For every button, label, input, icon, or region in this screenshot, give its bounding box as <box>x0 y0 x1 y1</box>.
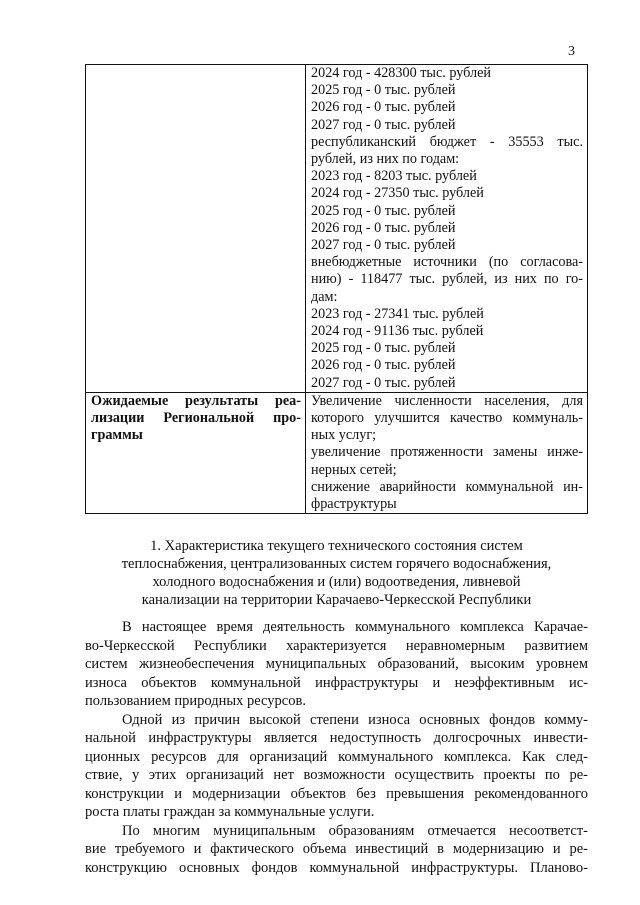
paragraph-line: конструкции и модернизации объектов без превышения рекомендованного <box>85 785 588 802</box>
paragraph-line: износа объектов коммунальной инфраструктуры и неэффективным ис- <box>85 674 588 691</box>
funding-line: дам: <box>311 288 338 305</box>
heading-line: холодного водоснабжения и (или) водоотведения, ливневой <box>152 574 521 590</box>
paragraph <box>85 711 588 822</box>
funding-line: 2027 год - 0 тыс. рублей <box>311 374 456 391</box>
table-row-expected-results <box>86 392 588 513</box>
funding-line: 2027 год - 0 тыс. рублей <box>311 237 456 254</box>
table-cell-funding <box>306 65 588 393</box>
section-heading <box>85 537 588 609</box>
funding-line: рублей, из них по годам: <box>311 151 460 168</box>
funding-line: 2027 год - 0 тыс. рублей <box>311 116 456 133</box>
results-line: Увеличение численности населения, для <box>311 392 583 409</box>
paragraph <box>85 618 588 711</box>
funding-line: 2023 год - 8203 тыс. рублей <box>311 168 477 185</box>
body-text <box>85 618 588 877</box>
paragraph-line: пользованием природных ресурсов. <box>85 693 306 709</box>
heading-line: 1. Характеристика текущего технического состояния систем <box>150 538 523 554</box>
results-line: нерных сетей; <box>311 461 397 478</box>
results-line: снижение аварийности коммунальной ин- <box>311 478 583 495</box>
paragraph-line: вие требуемого и фактического объема инвестиций в модернизацию и ре- <box>85 841 588 857</box>
table-cell-results <box>306 392 588 513</box>
table-cell-results-label <box>86 392 306 513</box>
results-line: ных услуг; <box>311 427 377 444</box>
paragraph-line: ционных ресурсов для организаций коммунального комплекса. Как след- <box>85 748 588 765</box>
funding-line: внебюджетные источники (по согласова- <box>311 254 583 271</box>
heading-line: теплоснабжения, централизованных систем горячего водоснабжения, <box>121 556 552 572</box>
paragraph-line: систем жизнеобеспечения муниципальных образований, высоким уровнем <box>85 656 588 672</box>
paragraph-line: ствие, у этих организаций нет возможности осуществить проекты по ре- <box>85 767 588 783</box>
program-passport-table <box>85 64 588 514</box>
paragraph <box>85 822 588 878</box>
funding-line: 2026 год - 0 тыс. рублей <box>311 357 456 374</box>
results-line: увеличение протяженности замены инже- <box>311 444 583 461</box>
funding-line: 2026 год - 0 тыс. рублей <box>311 99 456 116</box>
funding-line: 2024 год - 91136 тыс. рублей <box>311 323 484 340</box>
funding-line: 2023 год - 27341 тыс. рублей <box>311 305 484 322</box>
funding-line: 2024 год - 27350 тыс. рублей <box>311 185 484 202</box>
heading-line: канализации на территории Карачаево-Черкесской Республики <box>141 592 532 608</box>
funding-line: 2025 год - 0 тыс. рублей <box>311 340 456 357</box>
funding-line: 2025 год - 0 тыс. рублей <box>311 202 456 219</box>
paragraph-line: конструкцию основных фондов коммунальной инфраструктуры. Планово- <box>85 859 588 876</box>
results-label-line: Ожидаемые результаты реа- <box>91 392 301 409</box>
table-row-funding <box>86 65 588 393</box>
paragraph-line: роста платы граждан за коммунальные услуги. <box>85 804 375 820</box>
funding-line: 2024 год - 428300 тыс. рублей <box>311 65 491 81</box>
paragraph-line: нальной инфраструктуры является недоступность долгосрочных инвести- <box>85 730 588 746</box>
results-line: которого улучшится качество коммуналь- <box>311 410 583 427</box>
paragraph-line: В настоящее время деятельность коммунального комплекса Карачае- <box>122 619 588 635</box>
funding-line: 2025 год - 0 тыс. рублей <box>311 82 456 99</box>
paragraph-line: во-Черкесской Республики характеризуется неравномерным развитием <box>85 637 588 654</box>
paragraph-line: Одной из причин высокой степени износа основных фондов комму- <box>122 711 588 728</box>
funding-line: республиканский бюджет - 35553 тыс. <box>311 133 583 150</box>
paragraph-line: По многим муниципальным образованиям отмечается несоответст- <box>122 822 588 839</box>
results-line: фраструктуры <box>311 496 397 513</box>
funding-line: 2026 год - 0 тыс. рублей <box>311 219 456 236</box>
results-label-line: лизации Региональной про- <box>91 410 301 427</box>
table-cell-empty <box>86 65 306 393</box>
results-label-line: граммы <box>91 427 143 444</box>
funding-line: нию) - 118477 тыс. рублей, из них по го- <box>311 271 583 288</box>
page-number: 3 <box>568 44 575 59</box>
